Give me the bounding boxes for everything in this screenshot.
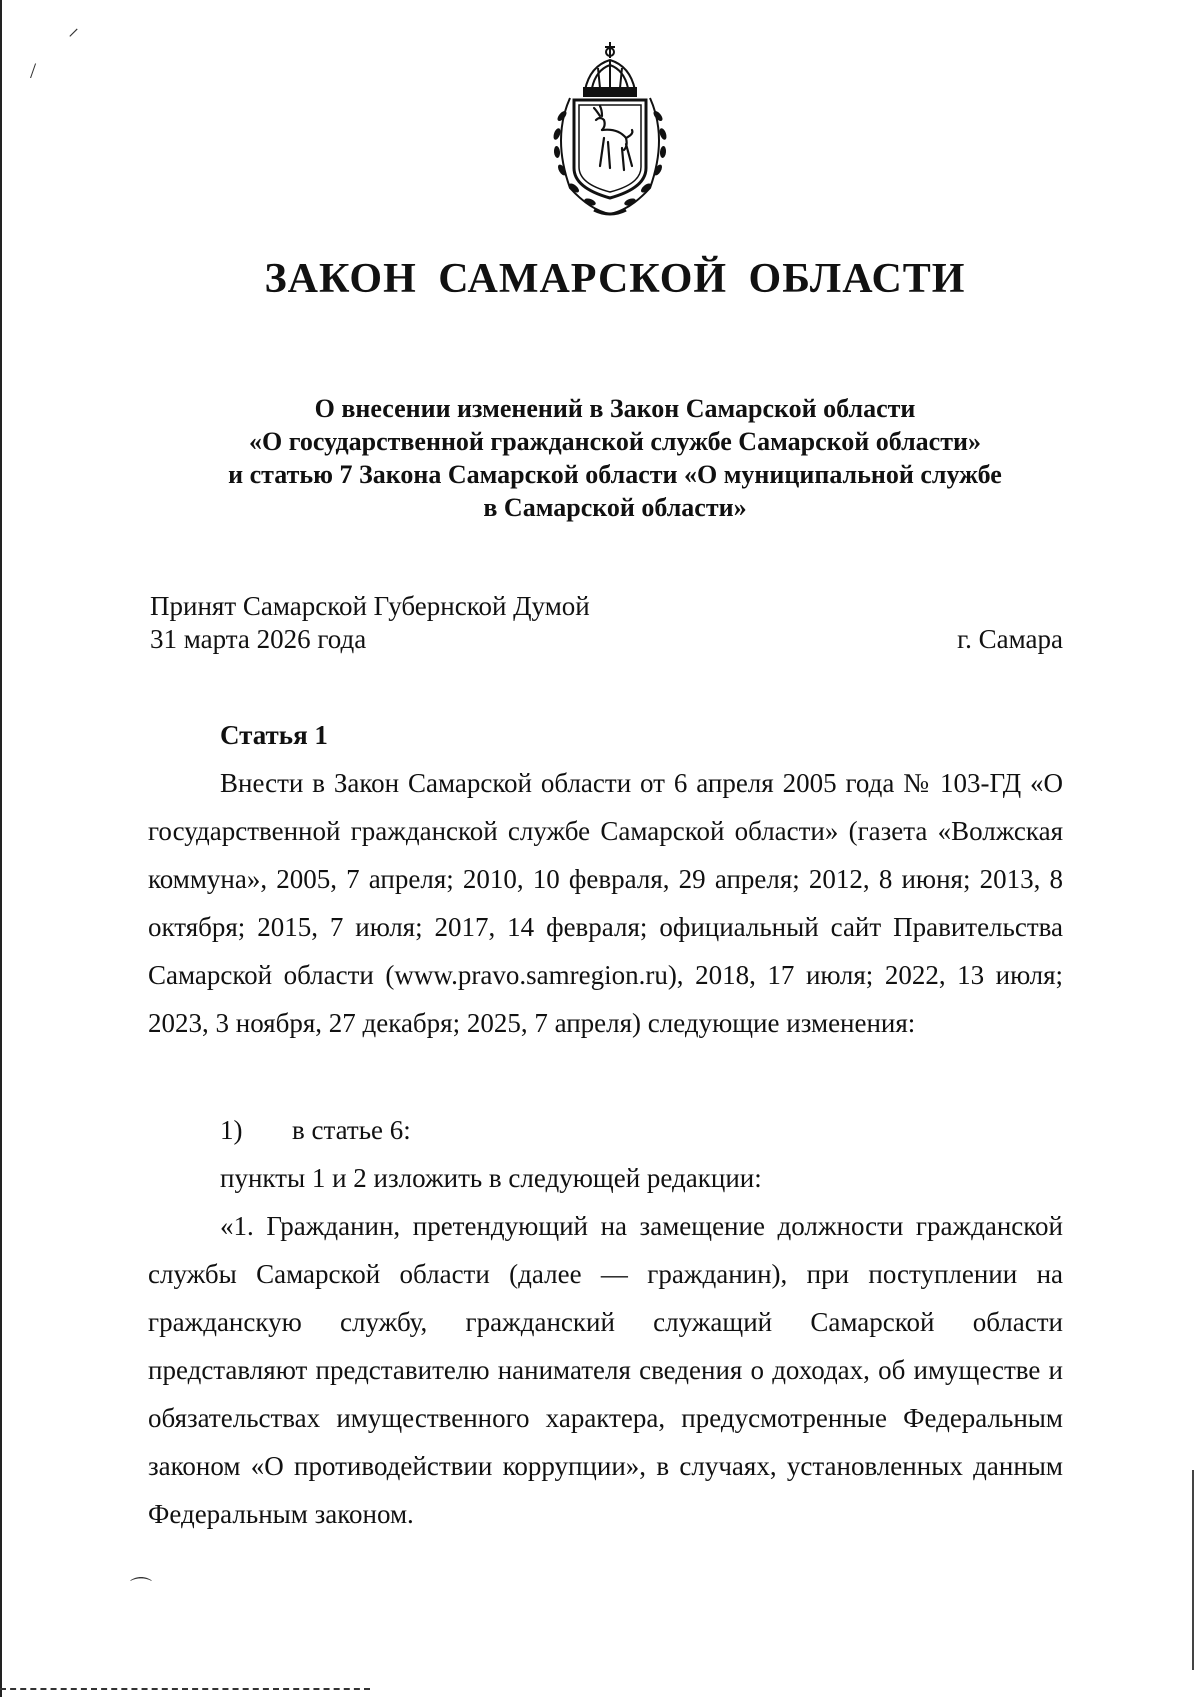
scan-mark: ⸝	[68, 15, 80, 40]
samara-oblast-coat-of-arms-icon	[530, 38, 690, 220]
subtitle-line: и статью 7 Закона Самарской области «О муниципальной службе	[228, 460, 1002, 489]
article-intro-paragraph: Внести в Закон Самарской области от 6 апреля 2005 года № 103-ГД «О государственной гражданской службе Самарской области» (газета «Волжская коммуна», 2005, 7 апреля; 2010, 10 февраля, 29 апреля; 2012, 8 июня; 2013, 8 октября; 2015, 7 июля; 2017, 14 февраля; официальный сайт Правительства Самарской области (www.pravo.samregion.ru), 2018, 17 июля; 2022, 13 июля; 2023, 3 ноября, 27 декабря; 2025, 7 апреля) следующие изменения:	[148, 768, 1063, 1038]
subtitle-line: О внесении изменений в Закон Самарской области	[314, 394, 916, 423]
adopted-by: Принят Самарской Губернской Думой	[150, 591, 590, 621]
adoption-info	[150, 590, 590, 656]
list-item	[220, 1106, 411, 1154]
quoted-paragraph: «1. Гражданин, претендующий на замещение должности гражданской службы Самарской области (далее — гражданин), при поступлении на гражданскую службу, гражданский служащий Самарской области представляют представителю нанимателя сведения о доходах, об имуществе и обязательствах имущественного характера, предусмотренные Федеральным законом «О противодействии коррупции», в случаях, установленных данным Федеральным законом.	[148, 1211, 1063, 1529]
subtitle-line: «О государственной гражданской службе Самарской области»	[249, 427, 981, 456]
subtitle-line: в Самарской области»	[483, 493, 747, 522]
page-bottom-dashes	[0, 1688, 370, 1690]
document-subtitle	[150, 392, 1080, 524]
list-item-text: в статье 6:	[292, 1115, 411, 1145]
scan-edge-mark	[1192, 1470, 1194, 1670]
scan-mark: /	[30, 58, 37, 83]
scan-mark: ⌒	[130, 1576, 153, 1601]
list-item-number: 1)	[220, 1115, 243, 1145]
adopted-date: 31 марта 2026 года	[150, 624, 367, 654]
article-heading: Статья 1	[220, 720, 328, 750]
document-title: ЗАКОН САМАРСКОЙ ОБЛАСТИ	[264, 256, 966, 302]
instruction-paragraph: пункты 1 и 2 изложить в следующей редакции:	[220, 1163, 762, 1193]
city: г. Самара	[957, 624, 1063, 654]
